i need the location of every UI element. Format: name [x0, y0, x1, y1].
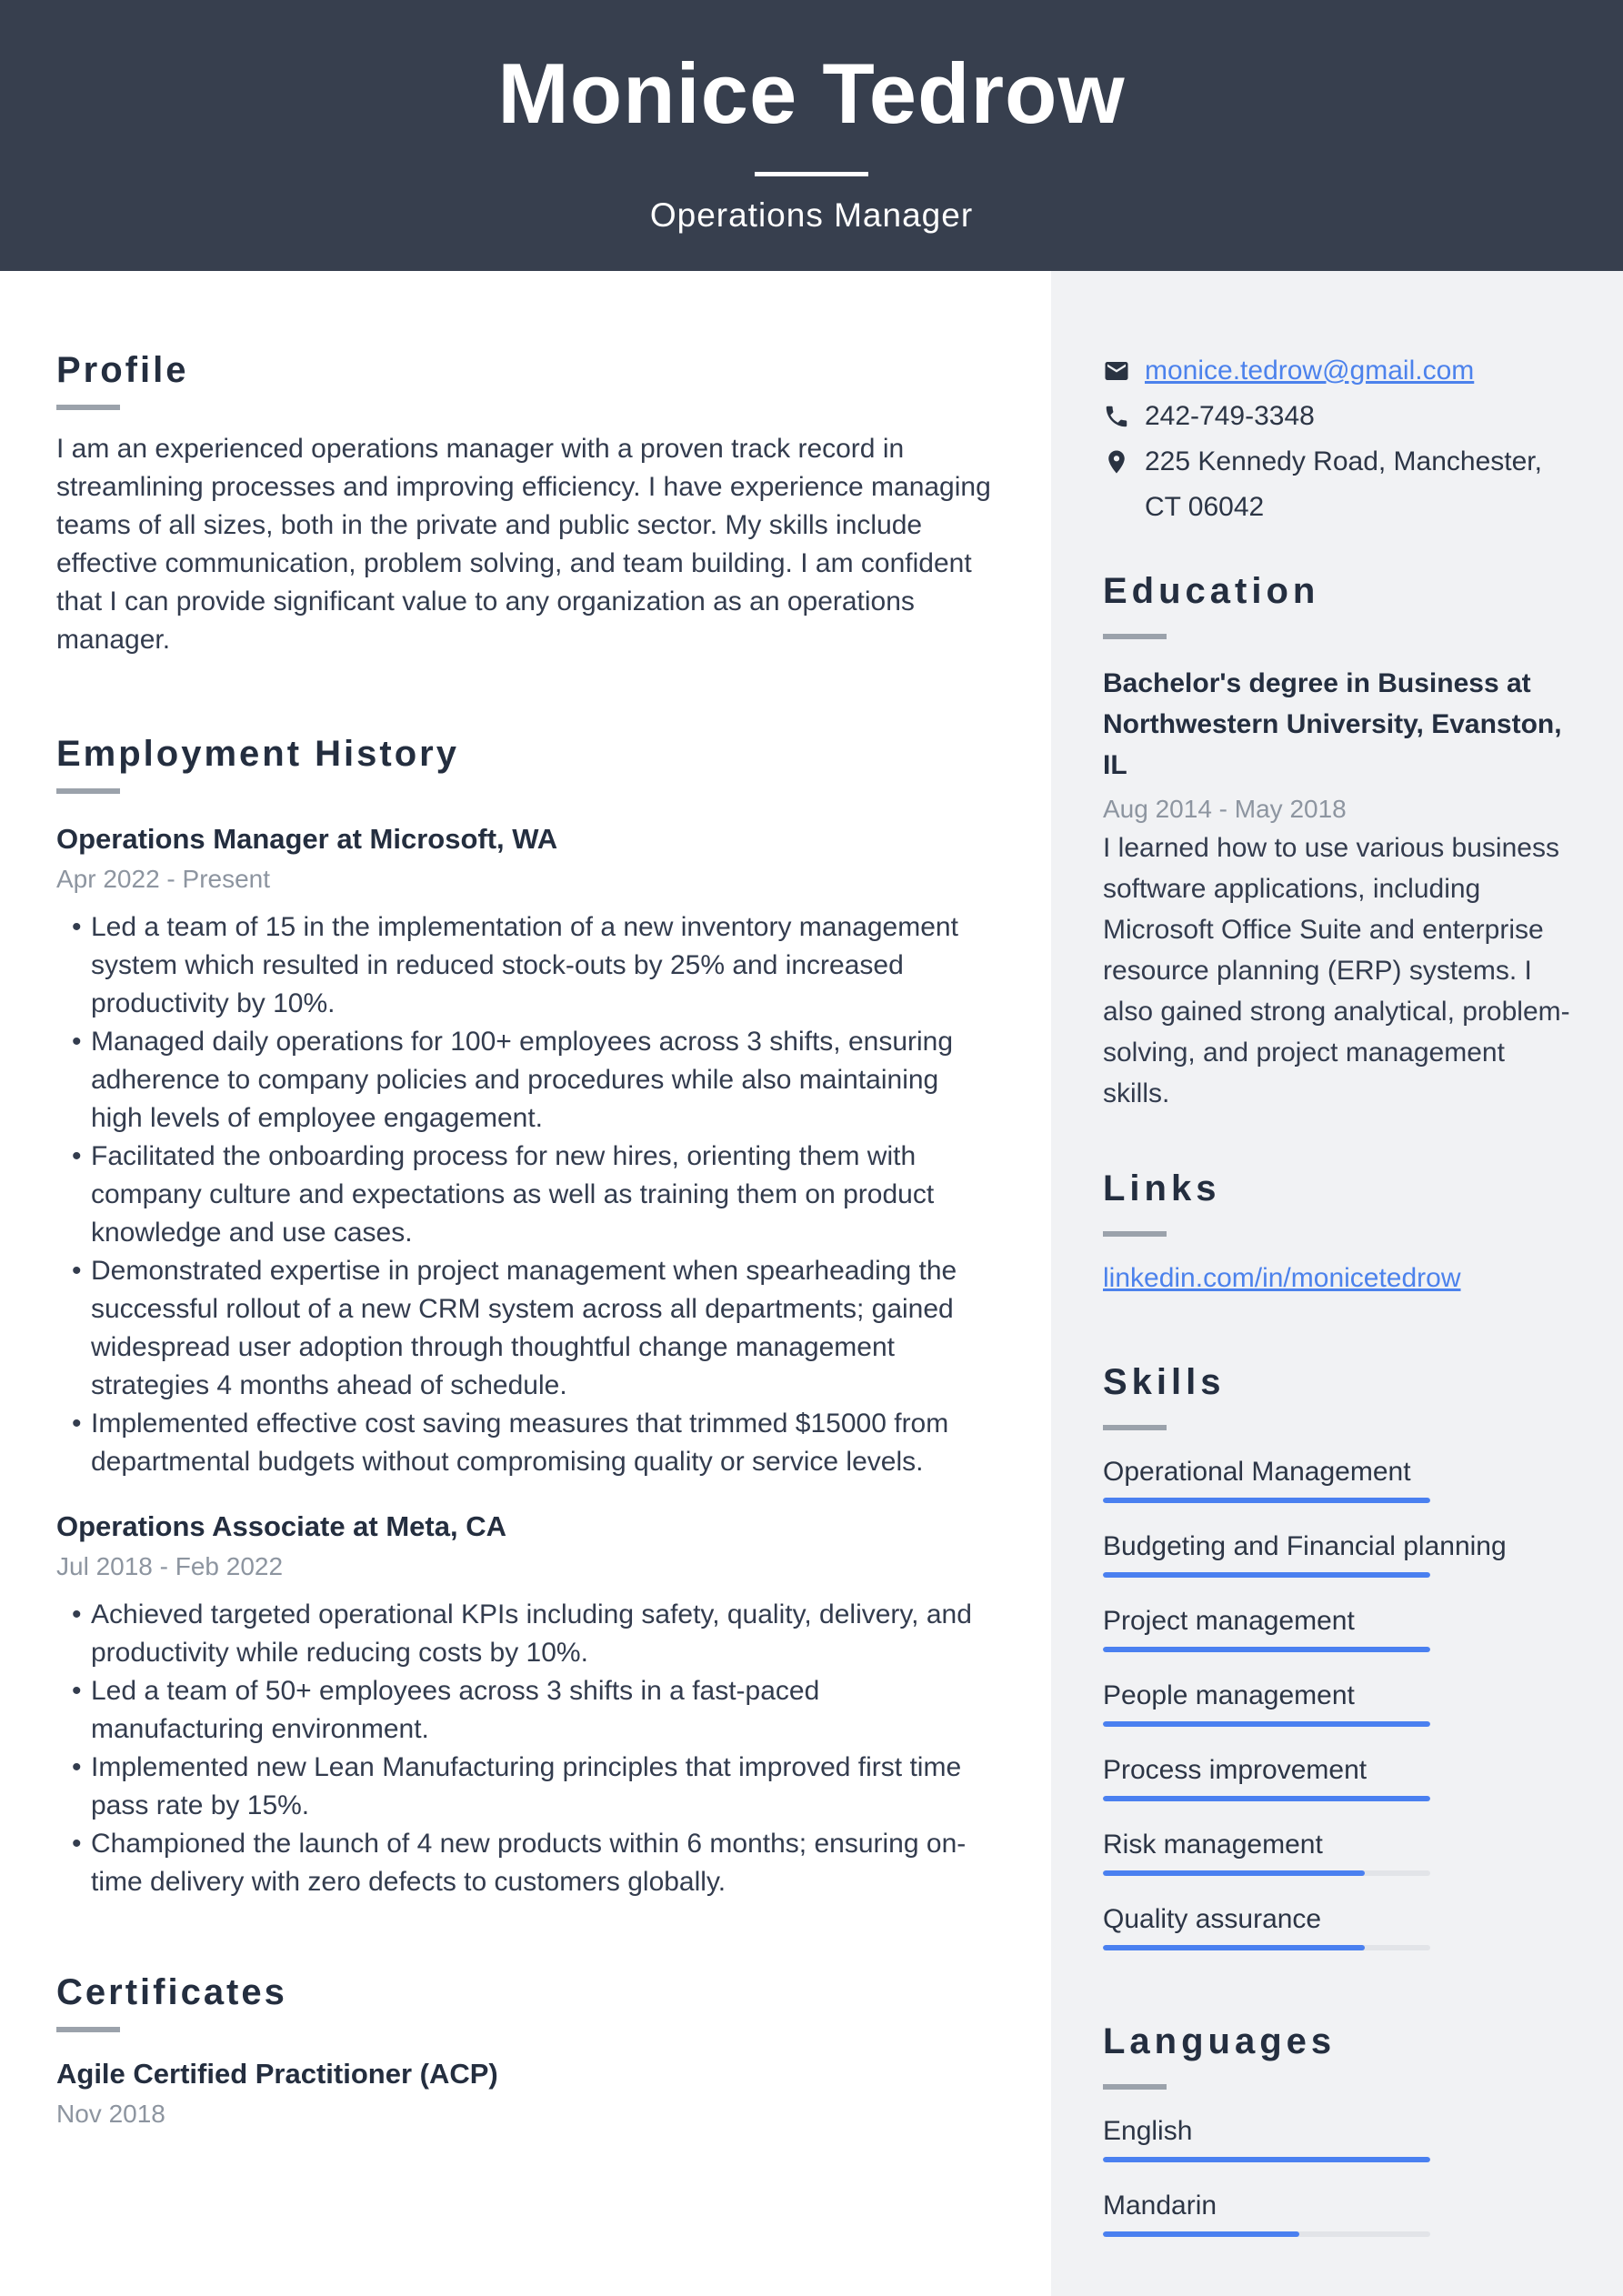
job-bullet — [72, 1252, 993, 1405]
bar-track — [1103, 1945, 1430, 1950]
bullet-text: Managed daily operations for 100+ employees across 3 shifts, ensuring adherence to company policies and procedures while also maintaining high levels of employee engagement. — [91, 1027, 954, 1133]
job-bullet — [72, 1023, 993, 1138]
bar-item — [1103, 1530, 1572, 1578]
education-heading: Education — [1103, 571, 1320, 611]
certificates-heading: Certificates — [56, 1972, 287, 2012]
sidebar — [1051, 271, 1623, 2296]
bullet-dot: • — [72, 1599, 82, 1629]
job-entry — [56, 1509, 993, 1901]
bullet-dot: • — [72, 1676, 82, 1706]
bullet-dot: • — [72, 1752, 82, 1782]
job-entry — [56, 821, 993, 1481]
employment-divider — [56, 788, 120, 794]
bar-item-label: Quality assurance — [1103, 1904, 1322, 1934]
bullet-text: Facilitated the onboarding process for new hires, orienting them with company culture and expectations as well as training them on product knowledge and use cases. — [91, 1141, 935, 1248]
bar-fill — [1103, 1945, 1365, 1950]
bar-item-label: Operational Management — [1103, 1457, 1411, 1487]
bullet-dot: • — [72, 912, 82, 942]
jobs-container — [56, 821, 993, 1901]
certificates-divider — [56, 2027, 120, 2032]
profile-divider — [56, 405, 120, 410]
skills-divider — [1103, 1425, 1167, 1430]
certificate-name: Agile Certified Practitioner (ACP) — [56, 2058, 498, 2090]
bullet-dot: • — [72, 1027, 82, 1057]
email-link[interactable]: monice.tedrow@gmail.com — [1145, 356, 1475, 386]
location-pin-icon — [1103, 448, 1130, 476]
bar-item — [1103, 1456, 1572, 1503]
languages-divider — [1103, 2084, 1167, 2090]
bar-fill — [1103, 1870, 1365, 1876]
bar-item-label: People management — [1103, 1680, 1355, 1710]
bar-track — [1103, 1647, 1430, 1652]
bar-track — [1103, 1498, 1430, 1503]
phone-icon — [1103, 403, 1130, 430]
job-bullet — [72, 1405, 993, 1481]
bar-track — [1103, 2157, 1430, 2162]
bullet-text: Championed the launch of 4 new products within 6 months; ensuring on-time delivery with zero defects to customers globally. — [91, 1829, 967, 1897]
bullet-text: Led a team of 15 in the implementation of a new inventory management system which resulted in reduced stock-outs by 25% and increased productivity by 10%. — [91, 912, 958, 1018]
job-entry-title: Operations Associate at Meta, CA — [56, 1510, 506, 1542]
bullet-text: Demonstrated expertise in project management when spearheading the successful rollout of a new CRM system across all departments; gained widespread user adoption through thoughtful change management strategies 4 months ahead of schedule. — [91, 1256, 957, 1400]
bar-item-label: Mandarin — [1103, 2191, 1217, 2221]
bar-item — [1103, 1754, 1572, 1801]
certificate-date: Nov 2018 — [56, 2100, 165, 2128]
languages-heading: Languages — [1103, 2021, 1337, 2061]
bar-item — [1103, 1829, 1572, 1876]
phone-number: 242-749-3348 — [1145, 401, 1315, 431]
bar-track — [1103, 2231, 1430, 2237]
job-bullet — [72, 908, 993, 1023]
contact-email-row — [1103, 348, 1572, 394]
job-bullet — [72, 1825, 993, 1901]
links-heading: Links — [1103, 1168, 1221, 1208]
bullet-dot: • — [72, 1256, 82, 1286]
education-degree: Bachelor's degree in Business at Northwestern University, Evanston, IL — [1103, 668, 1562, 780]
contact-phone-row — [1103, 394, 1572, 439]
envelope-icon — [1103, 357, 1130, 385]
address-text: 225 Kennedy Road, Manchester, CT 06042 — [1145, 446, 1542, 522]
bar-fill — [1103, 1647, 1430, 1652]
job-entry-title: Operations Manager at Microsoft, WA — [56, 823, 558, 855]
bullet-text: Achieved targeted operational KPIs including safety, quality, delivery, and productivity while reducing costs by 10%. — [91, 1599, 972, 1668]
bar-item-label: Project management — [1103, 1606, 1355, 1636]
education-divider — [1103, 634, 1167, 639]
languages-list — [1103, 2115, 1572, 2237]
skills-list — [1103, 1456, 1572, 1950]
bullet-dot: • — [72, 1409, 82, 1439]
bullet-text: Led a team of 50+ employees across 3 shifts in a fast-paced manufacturing environment. — [91, 1676, 820, 1744]
skills-heading: Skills — [1103, 1362, 1226, 1402]
bar-item — [1103, 1679, 1572, 1727]
education-dates: Aug 2014 - May 2018 — [1103, 795, 1347, 823]
bar-item-label: English — [1103, 2116, 1193, 2146]
profile-text: I am an experienced operations manager with a proven track record in streamlining processes and improving efficiency. I have experience managing teams of all sizes, both in the private and public sector. My skills include effective communication, problem solving, and team building. I am confident that I can provide significant value to any organization as an operations manager. — [56, 434, 991, 655]
bar-item — [1103, 1605, 1572, 1652]
bullet-text: Implemented effective cost saving measures that trimmed $15000 from departmental budgets without compromising quality or service levels. — [91, 1409, 949, 1477]
links-divider — [1103, 1231, 1167, 1237]
bar-track — [1103, 1721, 1430, 1727]
bar-fill — [1103, 1721, 1430, 1727]
person-job-title: Operations Manager — [649, 196, 974, 234]
bar-item — [1103, 1903, 1572, 1950]
bar-item — [1103, 2190, 1572, 2237]
linkedin-link[interactable]: linkedin.com/in/monicetedrow — [1103, 1263, 1461, 1293]
job-bullet-list — [56, 1596, 993, 1901]
job-bullet — [72, 1672, 993, 1749]
bar-fill — [1103, 1572, 1430, 1578]
bar-item-label: Budgeting and Financial planning — [1103, 1531, 1507, 1561]
bullet-dot: • — [72, 1141, 82, 1171]
bar-item-label: Process improvement — [1103, 1755, 1368, 1785]
education-description: I learned how to use various business software applications, including Microsoft Office Suite and enterprise resource planning (ERP) systems. I also gained strong analytical, problem-solving, and project management skills. — [1103, 833, 1570, 1108]
header — [0, 0, 1623, 271]
job-bullet — [72, 1749, 993, 1825]
job-bullet — [72, 1138, 993, 1252]
bullet-dot: • — [72, 1829, 82, 1859]
header-divider — [755, 172, 868, 176]
profile-heading: Profile — [56, 350, 189, 390]
bar-track — [1103, 1870, 1430, 1876]
bar-item — [1103, 2115, 1572, 2162]
bar-item-label: Risk management — [1103, 1830, 1323, 1860]
bullet-text: Implemented new Lean Manufacturing principles that improved first time pass rate by 15%. — [91, 1752, 962, 1820]
bar-fill — [1103, 2231, 1299, 2237]
employment-heading: Employment History — [56, 734, 459, 774]
person-name: Monice Tedrow — [497, 45, 1126, 141]
contact-address-row — [1103, 439, 1572, 530]
main-column — [56, 271, 993, 2131]
bar-track — [1103, 1796, 1430, 1801]
job-entry-dates: Apr 2022 - Present — [56, 865, 271, 893]
bar-fill — [1103, 1498, 1430, 1503]
job-entry-dates: Jul 2018 - Feb 2022 — [56, 1552, 284, 1580]
bar-track — [1103, 1572, 1430, 1578]
job-bullet-list — [56, 908, 993, 1481]
bar-fill — [1103, 2157, 1430, 2162]
bar-fill — [1103, 1796, 1430, 1801]
job-bullet — [72, 1596, 993, 1672]
